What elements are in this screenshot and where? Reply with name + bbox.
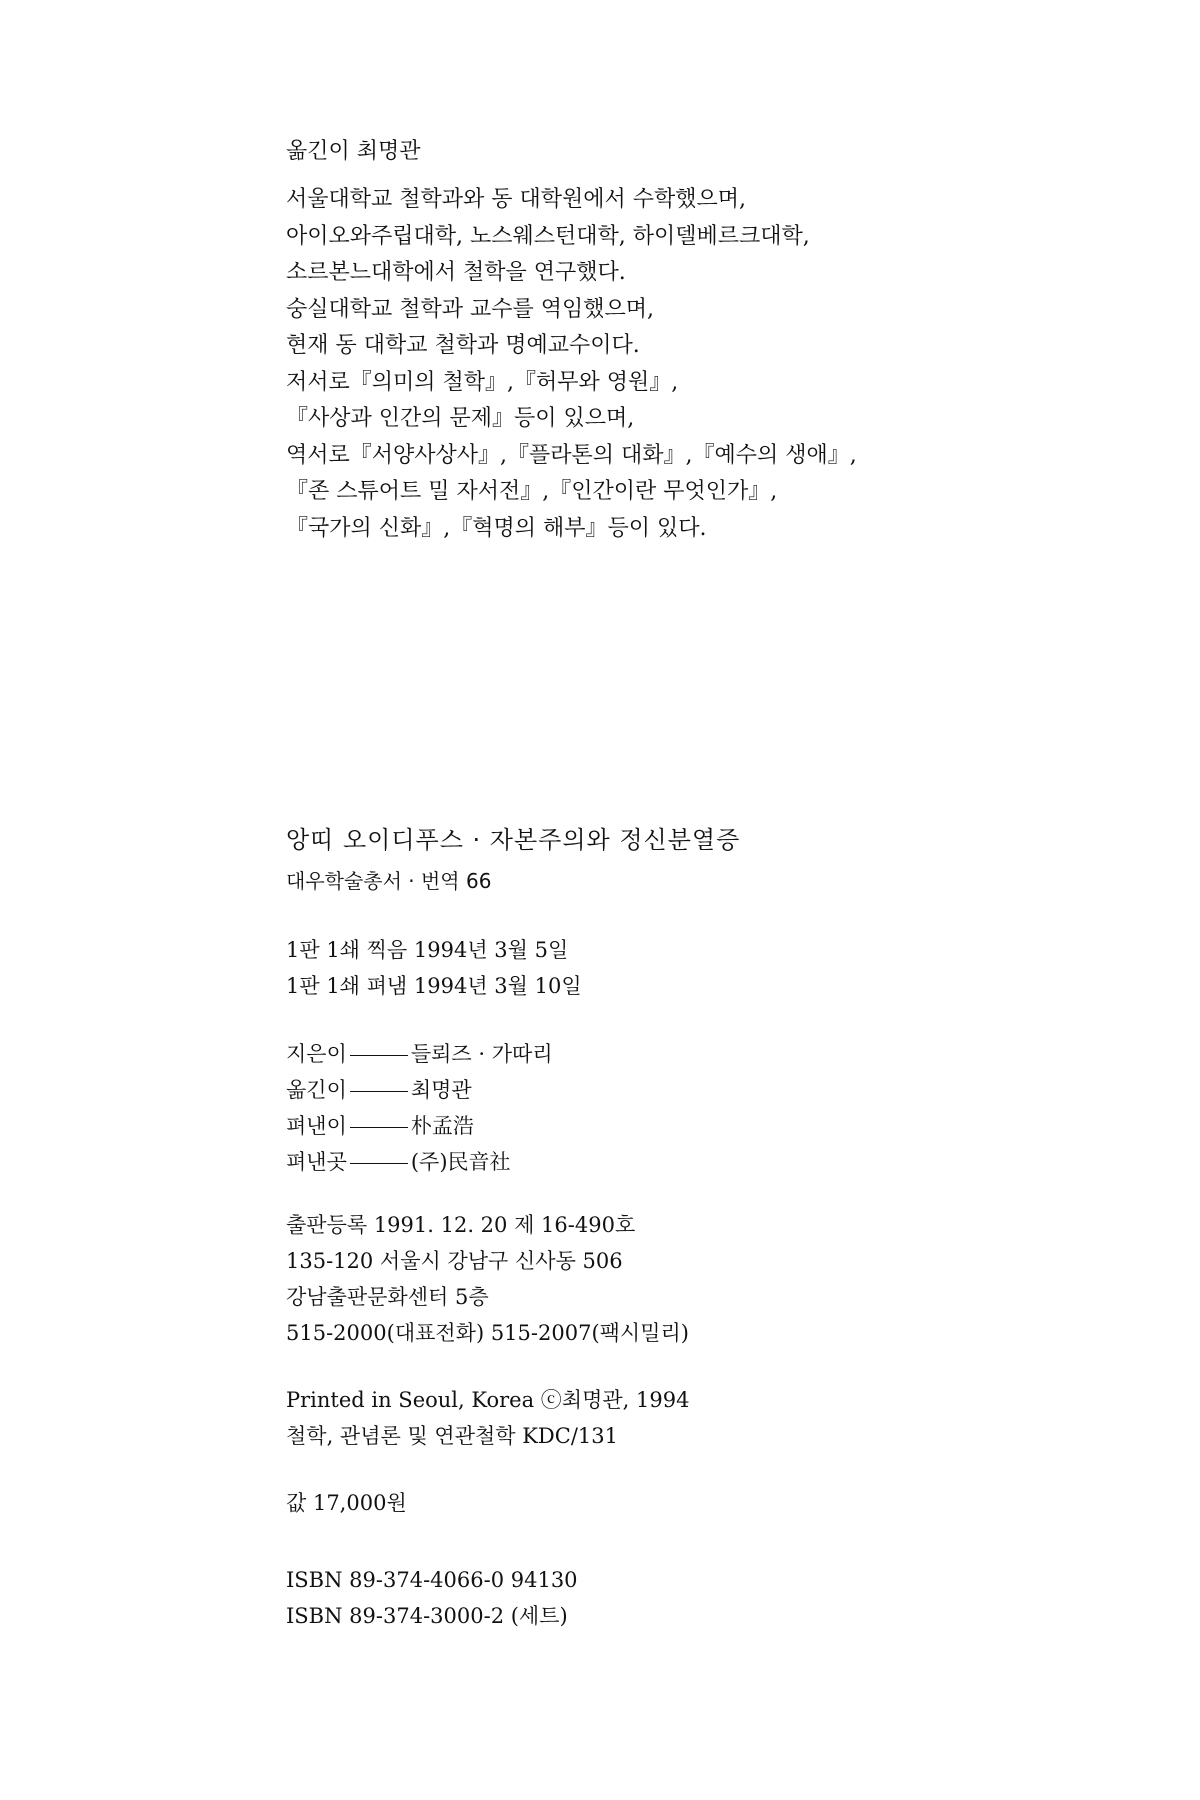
classification-line: 철학, 관념론 및 연관철학 KDC/131 bbox=[286, 1424, 618, 1448]
publication-date-line: 1판 1쇄 펴냄 1994년 3월 10일 bbox=[286, 974, 582, 998]
series-text: 대우학술총서 · 번역 66 bbox=[286, 869, 492, 893]
book-title-text: 앙띠 오이디푸스 · 자본주의와 정신분열증 bbox=[286, 826, 741, 854]
bio-line: 아이오와주립대학, 노스웨스턴대학, 하이델베르크대학, bbox=[286, 223, 810, 249]
credit-publisher bbox=[286, 1108, 1160, 1144]
translator-heading bbox=[286, 134, 1160, 165]
series-label bbox=[286, 865, 1160, 894]
credit-dash bbox=[350, 1163, 408, 1164]
credit-value: 들뢰즈 · 가따리 bbox=[410, 1042, 553, 1066]
isbn-line: ISBN 89-374-4066-0 94130 bbox=[286, 1568, 578, 1592]
translator-heading-text: 옮긴이 최명관 bbox=[286, 139, 421, 164]
credit-publishing-house bbox=[286, 1144, 1160, 1180]
credit-value: 최명관 bbox=[410, 1078, 472, 1102]
printing-date-line: 1판 1쇄 찍음 1994년 3월 5일 bbox=[286, 938, 569, 962]
bio-line: 『사상과 인간의 문제』등이 있으며, bbox=[286, 406, 635, 431]
credit-value: (주)民音社 bbox=[410, 1150, 511, 1174]
credit-role: 옮긴이 bbox=[286, 1078, 347, 1102]
credit-role: 펴낸이 bbox=[286, 1114, 347, 1138]
credit-value: 朴孟浩 bbox=[410, 1114, 474, 1138]
printing-dates bbox=[286, 932, 1160, 1004]
registration-line: 출판등록 1991. 12. 20 제 16-490호 bbox=[286, 1213, 636, 1237]
credits bbox=[286, 1036, 1160, 1180]
isbn-set-line: ISBN 89-374-3000-2 (세트) bbox=[286, 1604, 568, 1628]
bio-line: 저서로『의미의 철학』,『허무와 영원』, bbox=[286, 369, 679, 395]
credit-dash bbox=[350, 1127, 408, 1128]
bio-line: 『국가의 신화』,『혁명의 해부』등이 있다. bbox=[286, 515, 707, 541]
bio-line: 역서로『서양사상사』,『플라톤의 대화』,『예수의 생애』, bbox=[286, 442, 857, 468]
credit-dash bbox=[350, 1091, 408, 1092]
printed-info bbox=[286, 1382, 1160, 1454]
address-line: 강남출판문화센터 5층 bbox=[286, 1285, 489, 1309]
price bbox=[286, 1487, 1160, 1517]
bio-line: 서울대학교 철학과와 동 대학원에서 수학했으며, bbox=[286, 187, 747, 212]
bio-line: 숭실대학교 철학과 교수를 역임했으며, bbox=[286, 296, 655, 322]
credit-role: 펴낸곳 bbox=[286, 1150, 347, 1174]
phone-line: 515-2000(대표전화) 515-2007(팩시밀리) bbox=[286, 1321, 689, 1345]
credit-translator bbox=[286, 1072, 1160, 1108]
printed-in-line: Printed in Seoul, Korea ⓒ최명관, 1994 bbox=[286, 1388, 690, 1412]
translator-bio bbox=[286, 182, 1160, 547]
bio-line: 『존 스튜어트 밀 자서전』,『인간이란 무엇인가』, bbox=[286, 479, 778, 504]
bio-line: 소르본느대학에서 철학을 연구했다. bbox=[286, 260, 626, 285]
bio-line: 현재 동 대학교 철학과 명예교수이다. bbox=[286, 333, 640, 358]
isbn-info bbox=[286, 1562, 1160, 1634]
registration-info bbox=[286, 1207, 1160, 1351]
credit-role: 지은이 bbox=[286, 1042, 347, 1066]
address-line: 135-120 서울시 강남구 신사동 506 bbox=[286, 1249, 623, 1273]
book-title bbox=[286, 820, 1160, 855]
price-text: 값 17,000원 bbox=[286, 1491, 407, 1515]
credit-dash bbox=[350, 1055, 408, 1056]
credit-author bbox=[286, 1036, 1160, 1072]
